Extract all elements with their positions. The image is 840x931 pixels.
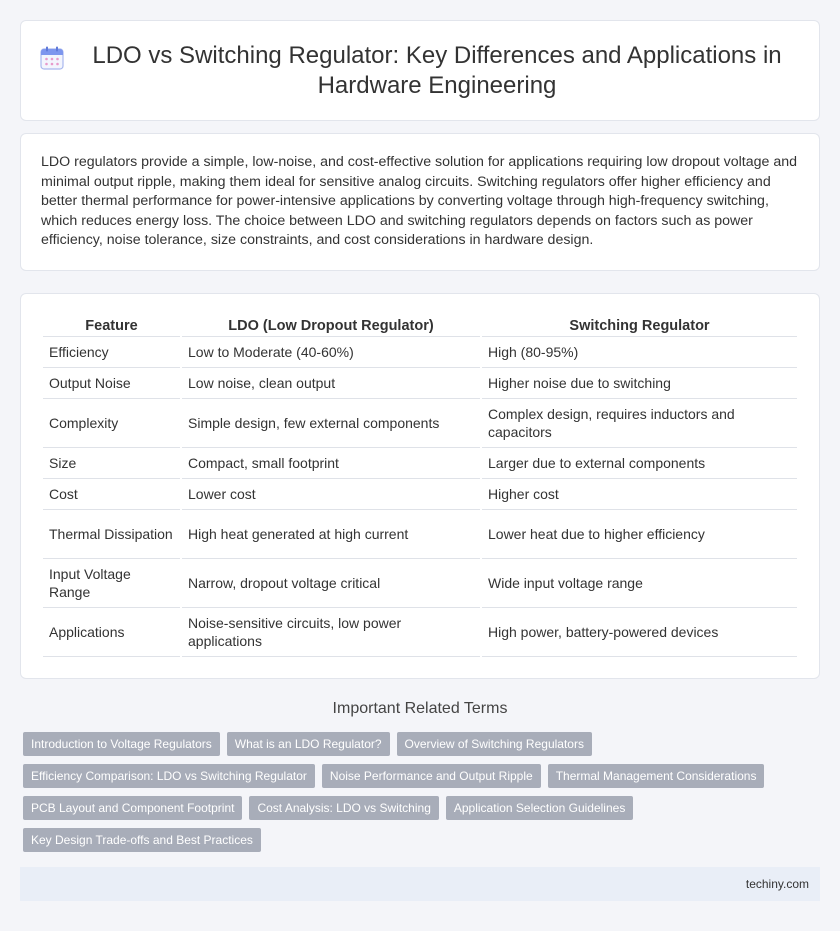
related-term-tag[interactable]: Key Design Trade-offs and Best Practices: [23, 828, 261, 852]
title-wrap: [40, 41, 800, 101]
row-ldo: High heat generated at high current: [182, 510, 480, 559]
row-feature: Complexity: [43, 399, 180, 448]
row-feature: Efficiency: [43, 337, 180, 368]
table-row: [43, 337, 797, 368]
row-switching: Wide input voltage range: [482, 559, 797, 608]
page-title: LDO vs Switching Regulator: Key Differences and Applications in Hardware Engineering: [92, 41, 782, 99]
related-terms-list: [23, 732, 803, 852]
table-row: [43, 448, 797, 479]
comparison-table-card: [20, 293, 820, 679]
row-ldo: Low to Moderate (40-60%): [182, 337, 480, 368]
row-ldo: Low noise, clean output: [182, 368, 480, 399]
table-row: [43, 479, 797, 510]
table-row: [43, 368, 797, 399]
row-feature: Applications: [43, 608, 180, 657]
row-ldo: Narrow, dropout voltage critical: [182, 559, 480, 608]
footer: [20, 867, 820, 901]
header-feature: Feature: [43, 315, 180, 337]
table-row: [43, 608, 797, 657]
row-switching: Higher cost: [482, 479, 797, 510]
related-terms-title: Important Related Terms: [332, 700, 508, 717]
row-ldo: Lower cost: [182, 479, 480, 510]
header-ldo: LDO (Low Dropout Regulator): [182, 315, 480, 337]
related-term-tag[interactable]: Cost Analysis: LDO vs Switching: [249, 796, 438, 820]
related-term-tag[interactable]: Thermal Management Considerations: [548, 764, 765, 788]
related-term-tag[interactable]: What is an LDO Regulator?: [227, 732, 390, 756]
row-switching: Higher noise due to switching: [482, 368, 797, 399]
row-feature: Cost: [43, 479, 180, 510]
row-switching: High (80-95%): [482, 337, 797, 368]
row-switching: Larger due to external components: [482, 448, 797, 479]
table-header-row: [43, 315, 797, 337]
row-ldo: Noise-sensitive circuits, low power applications: [182, 608, 480, 657]
row-switching: Complex design, requires inductors and capacitors: [482, 399, 797, 448]
summary-card: [20, 133, 820, 271]
table-row: [43, 399, 797, 448]
row-feature: Size: [43, 448, 180, 479]
calendar-icon: [40, 45, 64, 71]
table-row: [43, 559, 797, 608]
row-ldo: Simple design, few external components: [182, 399, 480, 448]
title-card: [20, 20, 820, 121]
row-feature: Output Noise: [43, 368, 180, 399]
row-switching: Lower heat due to higher efficiency: [482, 510, 797, 559]
row-switching: High power, battery-powered devices: [482, 608, 797, 657]
row-feature: Thermal Dissipation: [43, 510, 180, 559]
row-feature: Input Voltage Range: [43, 559, 180, 608]
related-term-tag[interactable]: Noise Performance and Output Ripple: [322, 764, 541, 788]
comparison-table: [41, 315, 799, 657]
related-term-tag[interactable]: Overview of Switching Regulators: [397, 732, 592, 756]
row-ldo: Compact, small footprint: [182, 448, 480, 479]
header-switching: Switching Regulator: [482, 315, 797, 337]
related-term-tag[interactable]: Application Selection Guidelines: [446, 796, 633, 820]
table-row: [43, 510, 797, 559]
related-term-tag[interactable]: Efficiency Comparison: LDO vs Switching Regulator: [23, 764, 315, 788]
summary-text: LDO regulators provide a simple, low-noise, and cost-effective solution for applications requiring low dropout voltage and minimal output ripple, making them ideal for sensitive analog circuits. Switching regulators offer higher efficiency and better thermal performance for power-intensive applications by converting voltage through high-frequency switching, which reduces energy loss. The choice between LDO and switching regulators depends on factors such as power efficiency, noise tolerance, size constraints, and cost considerations in hardware design.: [41, 154, 798, 249]
related-term-tag[interactable]: Introduction to Voltage Regulators: [23, 732, 220, 756]
related-term-tag[interactable]: PCB Layout and Component Footprint: [23, 796, 242, 820]
footer-site-link[interactable]: techiny.com: [745, 877, 809, 891]
